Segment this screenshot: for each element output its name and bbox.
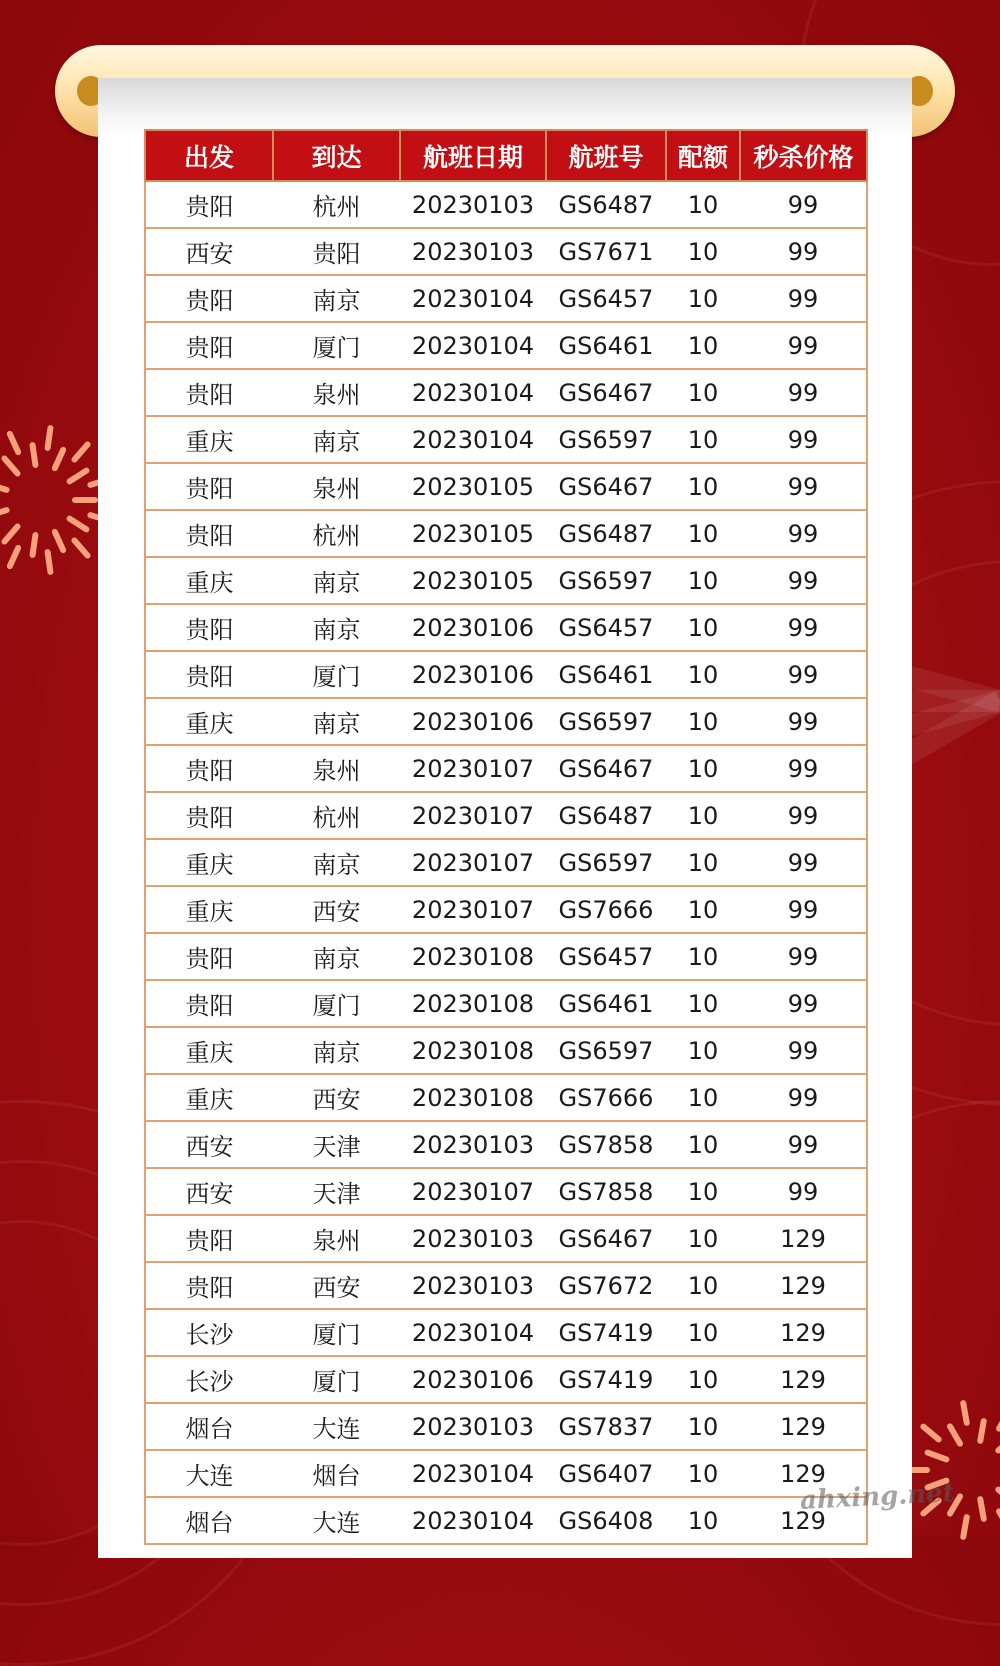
flight-date-cell: 20230103 bbox=[400, 1215, 546, 1262]
flight-number-cell: GS6467 bbox=[546, 369, 666, 416]
flight-number-cell: GS7666 bbox=[546, 886, 666, 933]
arrival-cell: 南京 bbox=[273, 839, 400, 886]
firework-spark bbox=[70, 536, 92, 560]
departure-cell: 贵阳 bbox=[145, 651, 273, 698]
firework-spark bbox=[0, 506, 10, 519]
flight-date-cell: 20230104 bbox=[400, 322, 546, 369]
quota-cell: 10 bbox=[666, 1215, 740, 1262]
departure-cell: 贵阳 bbox=[145, 604, 273, 651]
quota-cell: 10 bbox=[666, 1262, 740, 1309]
flight-number-cell: GS6407 bbox=[546, 1450, 666, 1497]
price-cell: 129 bbox=[740, 1215, 867, 1262]
arrival-cell: 南京 bbox=[273, 1027, 400, 1074]
flight-number-cell: GS6487 bbox=[546, 181, 666, 228]
quota-cell: 10 bbox=[666, 275, 740, 322]
price-cell: 99 bbox=[740, 1168, 867, 1215]
header-flight-date: 航班日期 bbox=[400, 130, 546, 181]
departure-cell: 重庆 bbox=[145, 886, 273, 933]
flight-date-cell: 20230104 bbox=[400, 1450, 546, 1497]
flight-number-cell: GS6597 bbox=[546, 416, 666, 463]
departure-cell: 大连 bbox=[145, 1450, 273, 1497]
table-row bbox=[145, 980, 867, 1027]
flight-number-cell: GS6597 bbox=[546, 839, 666, 886]
firework-spark bbox=[0, 481, 10, 494]
watermark: ahxing.net bbox=[799, 1477, 956, 1517]
arrival-cell: 杭州 bbox=[273, 510, 400, 557]
departure-cell: 贵阳 bbox=[145, 510, 273, 557]
table-row bbox=[145, 1074, 867, 1121]
flight-number-cell: GS6461 bbox=[546, 651, 666, 698]
flight-date-cell: 20230105 bbox=[400, 557, 546, 604]
departure-cell: 重庆 bbox=[145, 557, 273, 604]
table-row bbox=[145, 1450, 867, 1497]
quota-cell: 10 bbox=[666, 463, 740, 510]
table-body bbox=[145, 181, 867, 1544]
departure-cell: 贵阳 bbox=[145, 463, 273, 510]
price-cell: 99 bbox=[740, 792, 867, 839]
price-cell: 99 bbox=[740, 416, 867, 463]
price-cell: 99 bbox=[740, 181, 867, 228]
flight-date-cell: 20230103 bbox=[400, 181, 546, 228]
departure-cell: 烟台 bbox=[145, 1497, 273, 1544]
price-cell: 129 bbox=[740, 1309, 867, 1356]
arrival-cell: 南京 bbox=[273, 557, 400, 604]
header-flash-price: 秒杀价格 bbox=[740, 130, 867, 181]
flight-number-cell: GS7858 bbox=[546, 1168, 666, 1215]
price-cell: 99 bbox=[740, 651, 867, 698]
firework-spark bbox=[0, 454, 21, 478]
flight-number-cell: GS6597 bbox=[546, 698, 666, 745]
arrival-cell: 贵阳 bbox=[273, 228, 400, 275]
quota-cell: 10 bbox=[666, 604, 740, 651]
firework-spark bbox=[70, 441, 92, 465]
departure-cell: 贵阳 bbox=[145, 181, 273, 228]
table-row bbox=[145, 839, 867, 886]
firework-spark bbox=[51, 528, 67, 554]
table-row bbox=[145, 228, 867, 275]
quota-cell: 10 bbox=[666, 1121, 740, 1168]
flight-date-cell: 20230108 bbox=[400, 1027, 546, 1074]
arrival-cell: 南京 bbox=[273, 416, 400, 463]
flight-date-cell: 20230106 bbox=[400, 651, 546, 698]
quota-cell: 10 bbox=[666, 980, 740, 1027]
flight-number-cell: GS6467 bbox=[546, 463, 666, 510]
flight-number-cell: GS7419 bbox=[546, 1356, 666, 1403]
table-row bbox=[145, 698, 867, 745]
firework-spark bbox=[44, 549, 54, 576]
quota-cell: 10 bbox=[666, 557, 740, 604]
table-row bbox=[145, 275, 867, 322]
firework-spark bbox=[29, 442, 39, 469]
departure-cell: 西安 bbox=[145, 228, 273, 275]
firework-spark bbox=[51, 446, 67, 472]
table-row bbox=[145, 1215, 867, 1262]
arrival-cell: 杭州 bbox=[273, 792, 400, 839]
arrival-cell: 南京 bbox=[273, 933, 400, 980]
quota-cell: 10 bbox=[666, 1356, 740, 1403]
departure-cell: 贵阳 bbox=[145, 792, 273, 839]
flight-number-cell: GS7666 bbox=[546, 1074, 666, 1121]
flight-number-cell: GS7672 bbox=[546, 1262, 666, 1309]
price-cell: 129 bbox=[740, 1356, 867, 1403]
arrival-cell: 大连 bbox=[273, 1403, 400, 1450]
price-cell: 129 bbox=[740, 1497, 867, 1544]
departure-cell: 贵阳 bbox=[145, 980, 273, 1027]
flight-date-cell: 20230108 bbox=[400, 1074, 546, 1121]
firework-spark bbox=[0, 522, 21, 546]
departure-cell: 贵阳 bbox=[145, 322, 273, 369]
flight-date-cell: 20230103 bbox=[400, 1121, 546, 1168]
price-cell: 99 bbox=[740, 933, 867, 980]
quota-cell: 10 bbox=[666, 369, 740, 416]
flight-date-cell: 20230106 bbox=[400, 1356, 546, 1403]
arrival-cell: 厦门 bbox=[273, 322, 400, 369]
flight-number-cell: GS6597 bbox=[546, 1027, 666, 1074]
departure-cell: 重庆 bbox=[145, 1027, 273, 1074]
table-row bbox=[145, 933, 867, 980]
table-row bbox=[145, 369, 867, 416]
departure-cell: 长沙 bbox=[145, 1309, 273, 1356]
departure-cell: 重庆 bbox=[145, 1074, 273, 1121]
table-row bbox=[145, 1121, 867, 1168]
quota-cell: 10 bbox=[666, 510, 740, 557]
table-row bbox=[145, 886, 867, 933]
flight-date-cell: 20230105 bbox=[400, 463, 546, 510]
departure-cell: 贵阳 bbox=[145, 1262, 273, 1309]
flight-number-cell: GS6597 bbox=[546, 557, 666, 604]
firework-spark bbox=[6, 430, 22, 456]
header-departure: 出发 bbox=[145, 130, 273, 181]
firework-spark bbox=[65, 515, 90, 534]
table-header-row bbox=[145, 130, 867, 181]
quota-cell: 10 bbox=[666, 1497, 740, 1544]
quota-cell: 10 bbox=[666, 933, 740, 980]
price-cell: 99 bbox=[740, 557, 867, 604]
flight-date-cell: 20230105 bbox=[400, 510, 546, 557]
price-cell: 99 bbox=[740, 228, 867, 275]
price-cell: 99 bbox=[740, 839, 867, 886]
arrival-cell: 泉州 bbox=[273, 745, 400, 792]
arrival-cell: 厦门 bbox=[273, 1309, 400, 1356]
price-cell: 99 bbox=[740, 1121, 867, 1168]
arrival-cell: 烟台 bbox=[273, 1450, 400, 1497]
quota-cell: 10 bbox=[666, 181, 740, 228]
flight-date-cell: 20230104 bbox=[400, 369, 546, 416]
quota-cell: 10 bbox=[666, 1403, 740, 1450]
table-row bbox=[145, 1403, 867, 1450]
flight-date-cell: 20230107 bbox=[400, 792, 546, 839]
arrival-cell: 天津 bbox=[273, 1168, 400, 1215]
flight-date-cell: 20230104 bbox=[400, 1497, 546, 1544]
quota-cell: 10 bbox=[666, 886, 740, 933]
departure-cell: 贵阳 bbox=[145, 275, 273, 322]
flight-date-cell: 20230107 bbox=[400, 839, 546, 886]
header-flight-number: 航班号 bbox=[546, 130, 666, 181]
quota-cell: 10 bbox=[666, 1074, 740, 1121]
departure-cell: 重庆 bbox=[145, 839, 273, 886]
flight-number-cell: GS6487 bbox=[546, 510, 666, 557]
flight-number-cell: GS6461 bbox=[546, 980, 666, 1027]
flight-number-cell: GS6457 bbox=[546, 275, 666, 322]
flight-number-cell: GS7671 bbox=[546, 228, 666, 275]
flight-number-cell: GS6408 bbox=[546, 1497, 666, 1544]
arrival-cell: 南京 bbox=[273, 275, 400, 322]
flight-number-cell: GS7419 bbox=[546, 1309, 666, 1356]
flight-date-cell: 20230103 bbox=[400, 1403, 546, 1450]
quota-cell: 10 bbox=[666, 416, 740, 463]
price-cell: 99 bbox=[740, 510, 867, 557]
arrival-cell: 厦门 bbox=[273, 980, 400, 1027]
flight-date-cell: 20230106 bbox=[400, 604, 546, 651]
flight-date-cell: 20230104 bbox=[400, 275, 546, 322]
flight-date-cell: 20230107 bbox=[400, 745, 546, 792]
flight-date-cell: 20230104 bbox=[400, 1309, 546, 1356]
arrival-cell: 大连 bbox=[273, 1497, 400, 1544]
departure-cell: 长沙 bbox=[145, 1356, 273, 1403]
table-row bbox=[145, 745, 867, 792]
quota-cell: 10 bbox=[666, 792, 740, 839]
arrival-cell: 南京 bbox=[273, 698, 400, 745]
departure-cell: 烟台 bbox=[145, 1403, 273, 1450]
arrival-cell: 天津 bbox=[273, 1121, 400, 1168]
quota-cell: 10 bbox=[666, 228, 740, 275]
table-row bbox=[145, 416, 867, 463]
firework-spark bbox=[44, 424, 54, 451]
table-row bbox=[145, 1497, 867, 1544]
quota-cell: 10 bbox=[666, 1450, 740, 1497]
departure-cell: 西安 bbox=[145, 1121, 273, 1168]
departure-cell: 贵阳 bbox=[145, 745, 273, 792]
table-row bbox=[145, 1309, 867, 1356]
table-row bbox=[145, 181, 867, 228]
departure-cell: 贵阳 bbox=[145, 369, 273, 416]
price-cell: 129 bbox=[740, 1450, 867, 1497]
flight-number-cell: GS6487 bbox=[546, 792, 666, 839]
quota-cell: 10 bbox=[666, 322, 740, 369]
price-cell: 99 bbox=[740, 980, 867, 1027]
arrival-cell: 泉州 bbox=[273, 1215, 400, 1262]
departure-cell: 重庆 bbox=[145, 698, 273, 745]
arrival-cell: 西安 bbox=[273, 886, 400, 933]
flight-number-cell: GS6461 bbox=[546, 322, 666, 369]
flight-date-cell: 20230107 bbox=[400, 1168, 546, 1215]
table-row bbox=[145, 1262, 867, 1309]
arrival-cell: 南京 bbox=[273, 604, 400, 651]
firework-spark bbox=[72, 497, 98, 503]
price-cell: 99 bbox=[740, 322, 867, 369]
price-cell: 99 bbox=[740, 463, 867, 510]
arrival-cell: 杭州 bbox=[273, 181, 400, 228]
arrival-cell: 西安 bbox=[273, 1074, 400, 1121]
flight-number-cell: GS6467 bbox=[546, 1215, 666, 1262]
flight-number-cell: GS6467 bbox=[546, 745, 666, 792]
flight-date-cell: 20230106 bbox=[400, 698, 546, 745]
table-row bbox=[145, 1027, 867, 1074]
table-row bbox=[145, 322, 867, 369]
table-row bbox=[145, 792, 867, 839]
flight-number-cell: GS7837 bbox=[546, 1403, 666, 1450]
table-row bbox=[145, 463, 867, 510]
firework-spark bbox=[29, 531, 39, 558]
table-row bbox=[145, 1168, 867, 1215]
price-cell: 99 bbox=[740, 745, 867, 792]
flight-date-cell: 20230103 bbox=[400, 228, 546, 275]
table-row bbox=[145, 1356, 867, 1403]
quota-cell: 10 bbox=[666, 651, 740, 698]
flight-date-cell: 20230104 bbox=[400, 416, 546, 463]
price-cell: 99 bbox=[740, 1074, 867, 1121]
table-row bbox=[145, 651, 867, 698]
price-cell: 99 bbox=[740, 275, 867, 322]
price-cell: 129 bbox=[740, 1403, 867, 1450]
table-row bbox=[145, 604, 867, 651]
price-cell: 99 bbox=[740, 1027, 867, 1074]
table-row bbox=[145, 510, 867, 557]
departure-cell: 贵阳 bbox=[145, 1215, 273, 1262]
firework-spark bbox=[6, 544, 22, 570]
flight-date-cell: 20230108 bbox=[400, 980, 546, 1027]
quota-cell: 10 bbox=[666, 839, 740, 886]
quota-cell: 10 bbox=[666, 1309, 740, 1356]
arrival-cell: 泉州 bbox=[273, 369, 400, 416]
table-row bbox=[145, 557, 867, 604]
quota-cell: 10 bbox=[666, 745, 740, 792]
flight-number-cell: GS6457 bbox=[546, 604, 666, 651]
flight-date-cell: 20230108 bbox=[400, 933, 546, 980]
header-arrival: 到达 bbox=[273, 130, 400, 181]
arrival-cell: 厦门 bbox=[273, 1356, 400, 1403]
flight-number-cell: GS6457 bbox=[546, 933, 666, 980]
arrival-cell: 西安 bbox=[273, 1262, 400, 1309]
price-cell: 99 bbox=[740, 698, 867, 745]
quota-cell: 10 bbox=[666, 1027, 740, 1074]
header-quota: 配额 bbox=[666, 130, 740, 181]
arrival-cell: 厦门 bbox=[273, 651, 400, 698]
price-cell: 99 bbox=[740, 604, 867, 651]
departure-cell: 西安 bbox=[145, 1168, 273, 1215]
flight-number-cell: GS7858 bbox=[546, 1121, 666, 1168]
departure-cell: 贵阳 bbox=[145, 933, 273, 980]
arrival-cell: 泉州 bbox=[273, 463, 400, 510]
price-cell: 99 bbox=[740, 886, 867, 933]
flight-date-cell: 20230103 bbox=[400, 1262, 546, 1309]
flight-table bbox=[144, 129, 868, 1545]
quota-cell: 10 bbox=[666, 698, 740, 745]
flight-date-cell: 20230107 bbox=[400, 886, 546, 933]
price-cell: 99 bbox=[740, 369, 867, 416]
quota-cell: 10 bbox=[666, 1168, 740, 1215]
departure-cell: 重庆 bbox=[145, 416, 273, 463]
price-cell: 129 bbox=[740, 1262, 867, 1309]
